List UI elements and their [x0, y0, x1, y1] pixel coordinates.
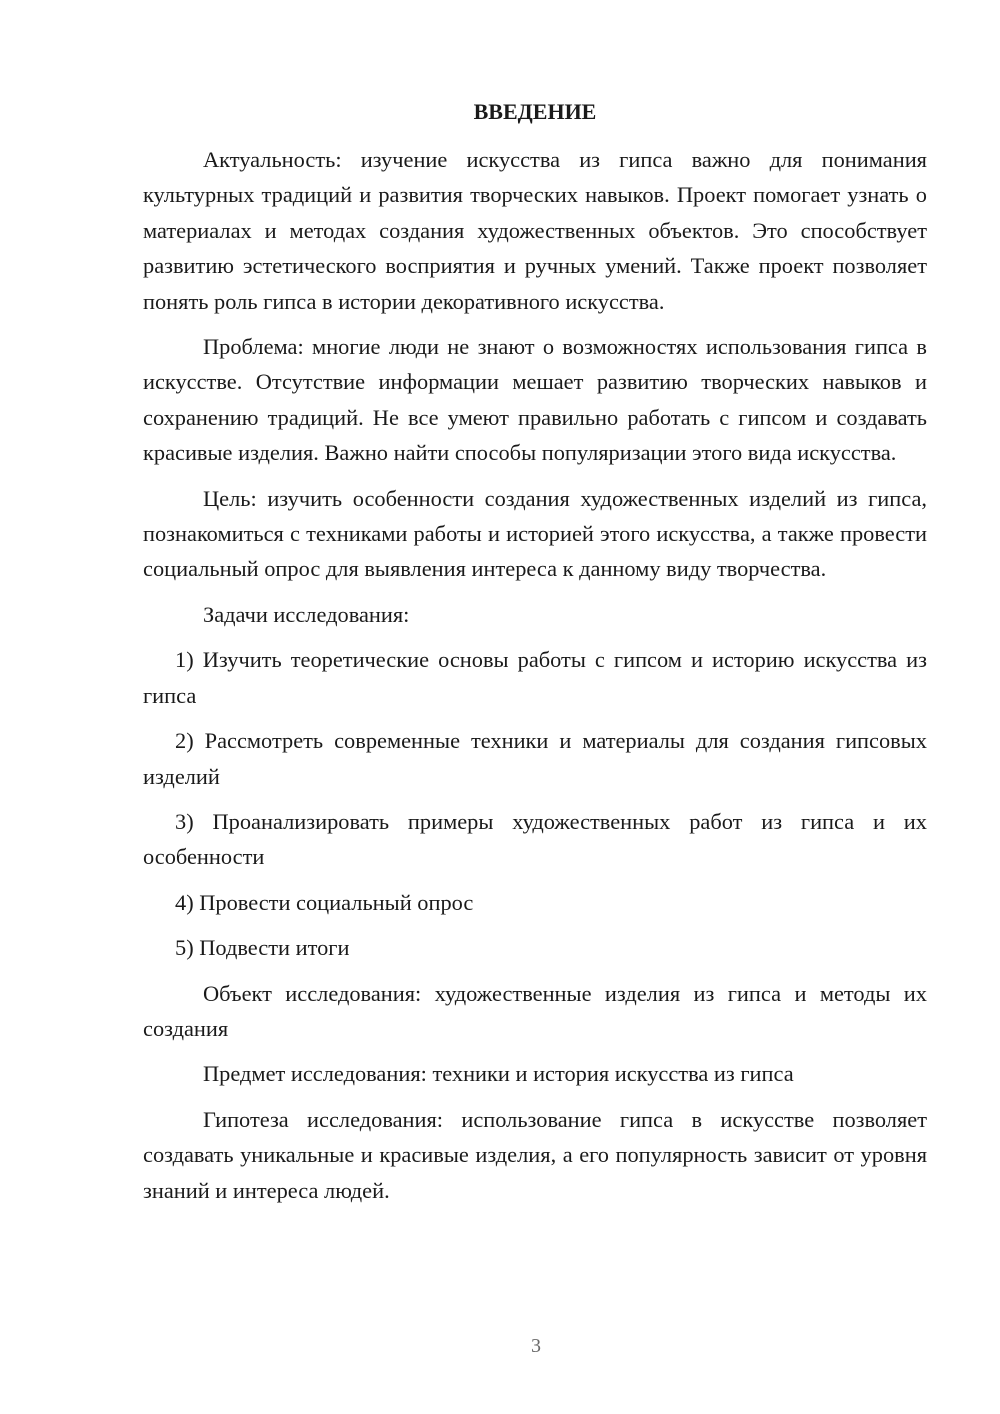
list-item: 2) Рассмотреть современные техники и материалы для создания гипсовых изделий: [143, 728, 927, 789]
page-number: 3: [531, 1335, 541, 1357]
tasks-list: [143, 642, 927, 965]
list-item: 3) Проанализировать примеры художественных работ из гипса и их особенности: [143, 808, 927, 870]
document-body: [143, 142, 927, 1208]
relevance-paragraph: Актуальность: изучение искусства из гипса важно для понимания культурных традиций и развития творческих навыков. Проект помогает узнать о материалах и методах создания художественных объектов. Это способствует развитию эстетического восприятия и ручных умений. Также проект позволяет понять роль гипса в истории декоративного искусства.: [143, 147, 927, 314]
goal-paragraph: Цель: изучить особенности создания художественных изделий из гипса, познакомиться с техниками работы и историей этого искусства, а также провести социальный опрос для выявления интереса к данному виду творчества.: [143, 485, 927, 582]
hypothesis-paragraph: Гипотеза исследования: использование гипса в искусстве позволяет создавать уникальные и красивые изделия, а его популярность зависит от уровня знаний и интереса людей.: [143, 1106, 927, 1203]
page-title: ВВЕДЕНИЕ: [473, 99, 597, 124]
list-item: 4) Провести социальный опрос: [175, 889, 474, 915]
research-subject-paragraph: Предмет исследования: техники и история искусства из гипса: [203, 1061, 794, 1087]
research-object-paragraph: Объект исследования: художественные изделия из гипса и методы их создания: [143, 980, 927, 1041]
tasks-heading: Задачи исследования:: [203, 601, 410, 627]
list-item: 5) Подвести итоги: [175, 935, 350, 961]
list-item: 1) Изучить теоретические основы работы с гипсом и историю искусства из гипса: [143, 647, 927, 708]
problem-paragraph: Проблема: многие люди не знают о возможностях использования гипса в искусстве. Отсутствие информации мешает развитию творческих навыков и сохранению традиций. Не все умеют правильно работать с гипсом и создавать красивые изделия. Важно найти способы популяризации этого вида искусства.: [143, 334, 927, 466]
